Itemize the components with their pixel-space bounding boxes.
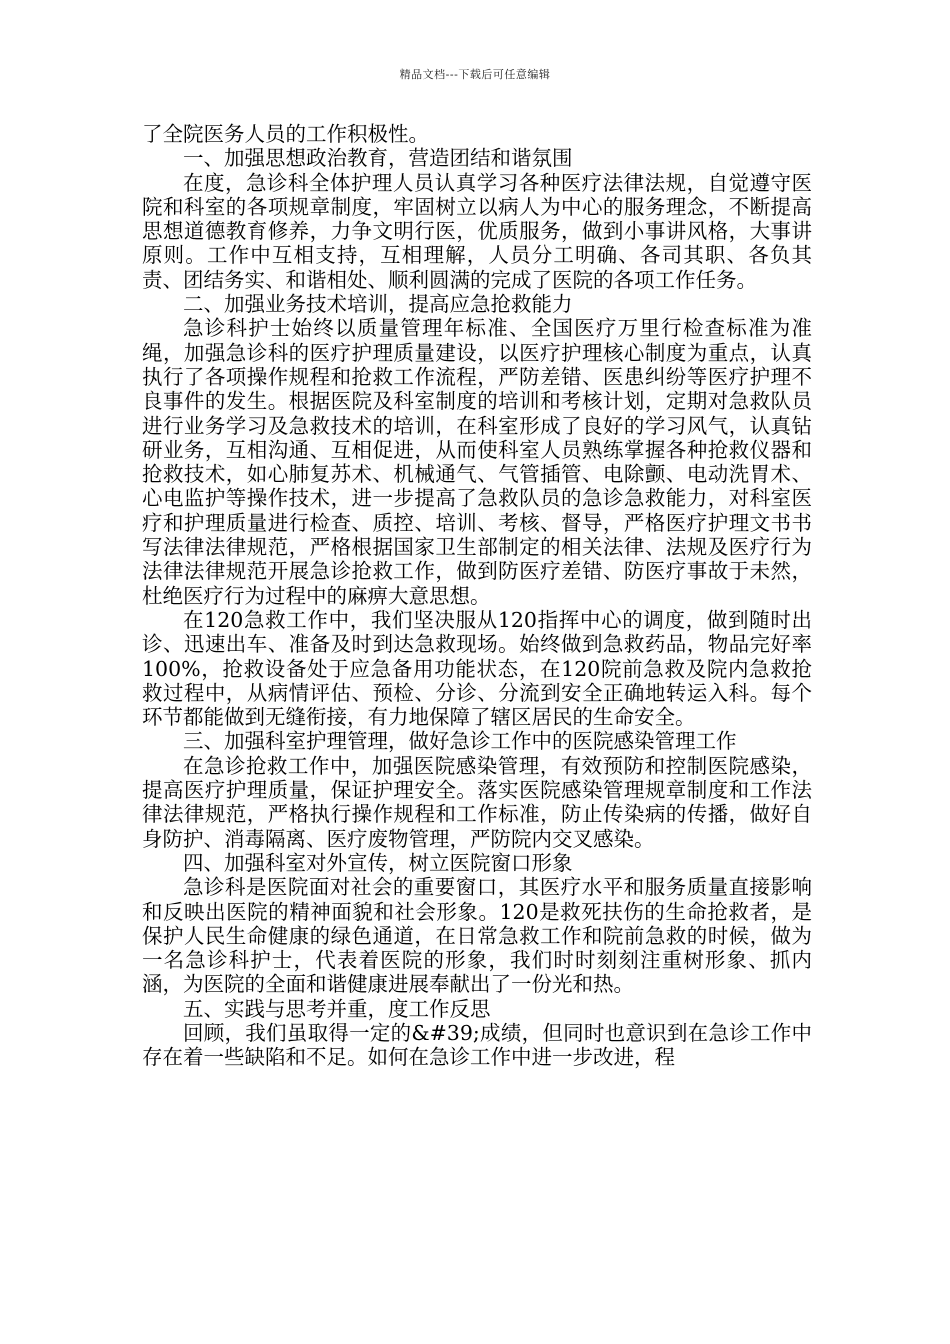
section-heading-4: 四、加强科室对外宣传，树立医院窗口形象 <box>183 850 573 875</box>
section-heading-1: 一、加强思想政治教育，营造团结和谐氛围 <box>183 146 573 171</box>
paragraph-continuation: 了全院医务人员的工作积极性。 <box>142 122 429 146</box>
section-heading-2: 二、加强业务技术培训，提高应急抢救能力 <box>183 292 573 317</box>
paragraph: 回顾，我们虽取得一定的&#39;成绩，但同时也意识到在急诊工作中存在着一些缺陷和不足。如何在急诊工作中进一步改进，程 <box>142 1020 812 1070</box>
section-heading-5: 五、实践与思考并重，度工作反思 <box>183 996 491 1021</box>
paragraph: 在度，急诊科全体护理人员认真学习各种医疗法律法规，自觉遵守医院和科室的各项规章制度，牢固树立以病人为中心的服务理念，不断提高思想道德教育修养，力争文明行医，优质服务，做到小事讲风格，大事讲原则。工作中互相支持，互相理解，人员分工明确、各司其职、各负其责、团结务实、和谐相处、顺利圆满的完成了医院的各项工作任务。 <box>142 170 812 292</box>
paragraph: 在120急救工作中，我们坚决服从120指挥中心的调度，做到随时出诊、迅速出车、准备及时到达急救现场。始终做到急救药品，物品完好率100%，抢救设备处于应急备用功能状态，在120院前急救及院内急救抢救过程中，从病情评估、预检、分诊、分流到安全正确地转运入科。每个环节都能做到无缝衔接，有力地保障了辖区居民的生命安全。 <box>142 607 812 730</box>
paragraph: 急诊科是医院面对社会的重要窗口，其医疗水平和服务质量直接影响和反映出医院的精神面貌和社会形象。120是救死扶伤的生命抢救者，是保护人民生命健康的绿色通道，在日常急救工作和院前急救的时候，做为一名急诊科护士，代表着医院的形象，我们时时刻刻注重树形象、抓内涵，为医院的全面和谐健康进展奉献出了一份光和热。 <box>142 875 812 997</box>
paragraph: 在急诊抢救工作中，加强医院感染管理，有效预防和控制医院感染，提高医疗护理质量，保证护理安全。落实医院感染管理规章制度和工作法律法律规范，严格执行操作规程和工作标准，防止传染病的传播，做好自身防护、消毒隔离、医疗废物管理，严防院内交叉感染。 <box>142 753 812 851</box>
document-body <box>142 122 812 1070</box>
section-heading-3: 三、加强科室护理管理，做好急诊工作中的医院感染管理工作 <box>183 729 737 754</box>
paragraph: 急诊科护士始终以质量管理年标准、全国医疗万里行检查标准为准绳，加强急诊科的医疗护理质量建设，以医疗护理核心制度为重点，认真执行了各项操作规程和抢救工作流程，严防差错、医患纠纷等医疗护理不良事件的发生。根据医院及科室制度的培训和考核计划，定期对急救队员进行业务学习及急救技术的培训，在科室形成了良好的学习风气，认真钻研业务，互相沟通、互相促进，从而使科室人员熟练掌握各种抢救仪器和抢救技术，如心肺复苏术、机械通气、气管插管、电除颤、电动洗胃术、心电监护等操作技术，进一步提高了急救队员的急诊急救能力，对科室医疗和护理质量进行检查、质控、培训、考核、督导，严格医疗护理文书书写法律法律规范，严格根据国家卫生部制定的相关法律、法规及医疗行为法律法律规范开展急诊抢救工作，做到防医疗差错、防医疗事故于未然，杜绝医疗行为过程中的麻痹大意思想。 <box>142 316 812 608</box>
page-header: 精品文档---下载后可任意编辑 <box>399 68 551 81</box>
